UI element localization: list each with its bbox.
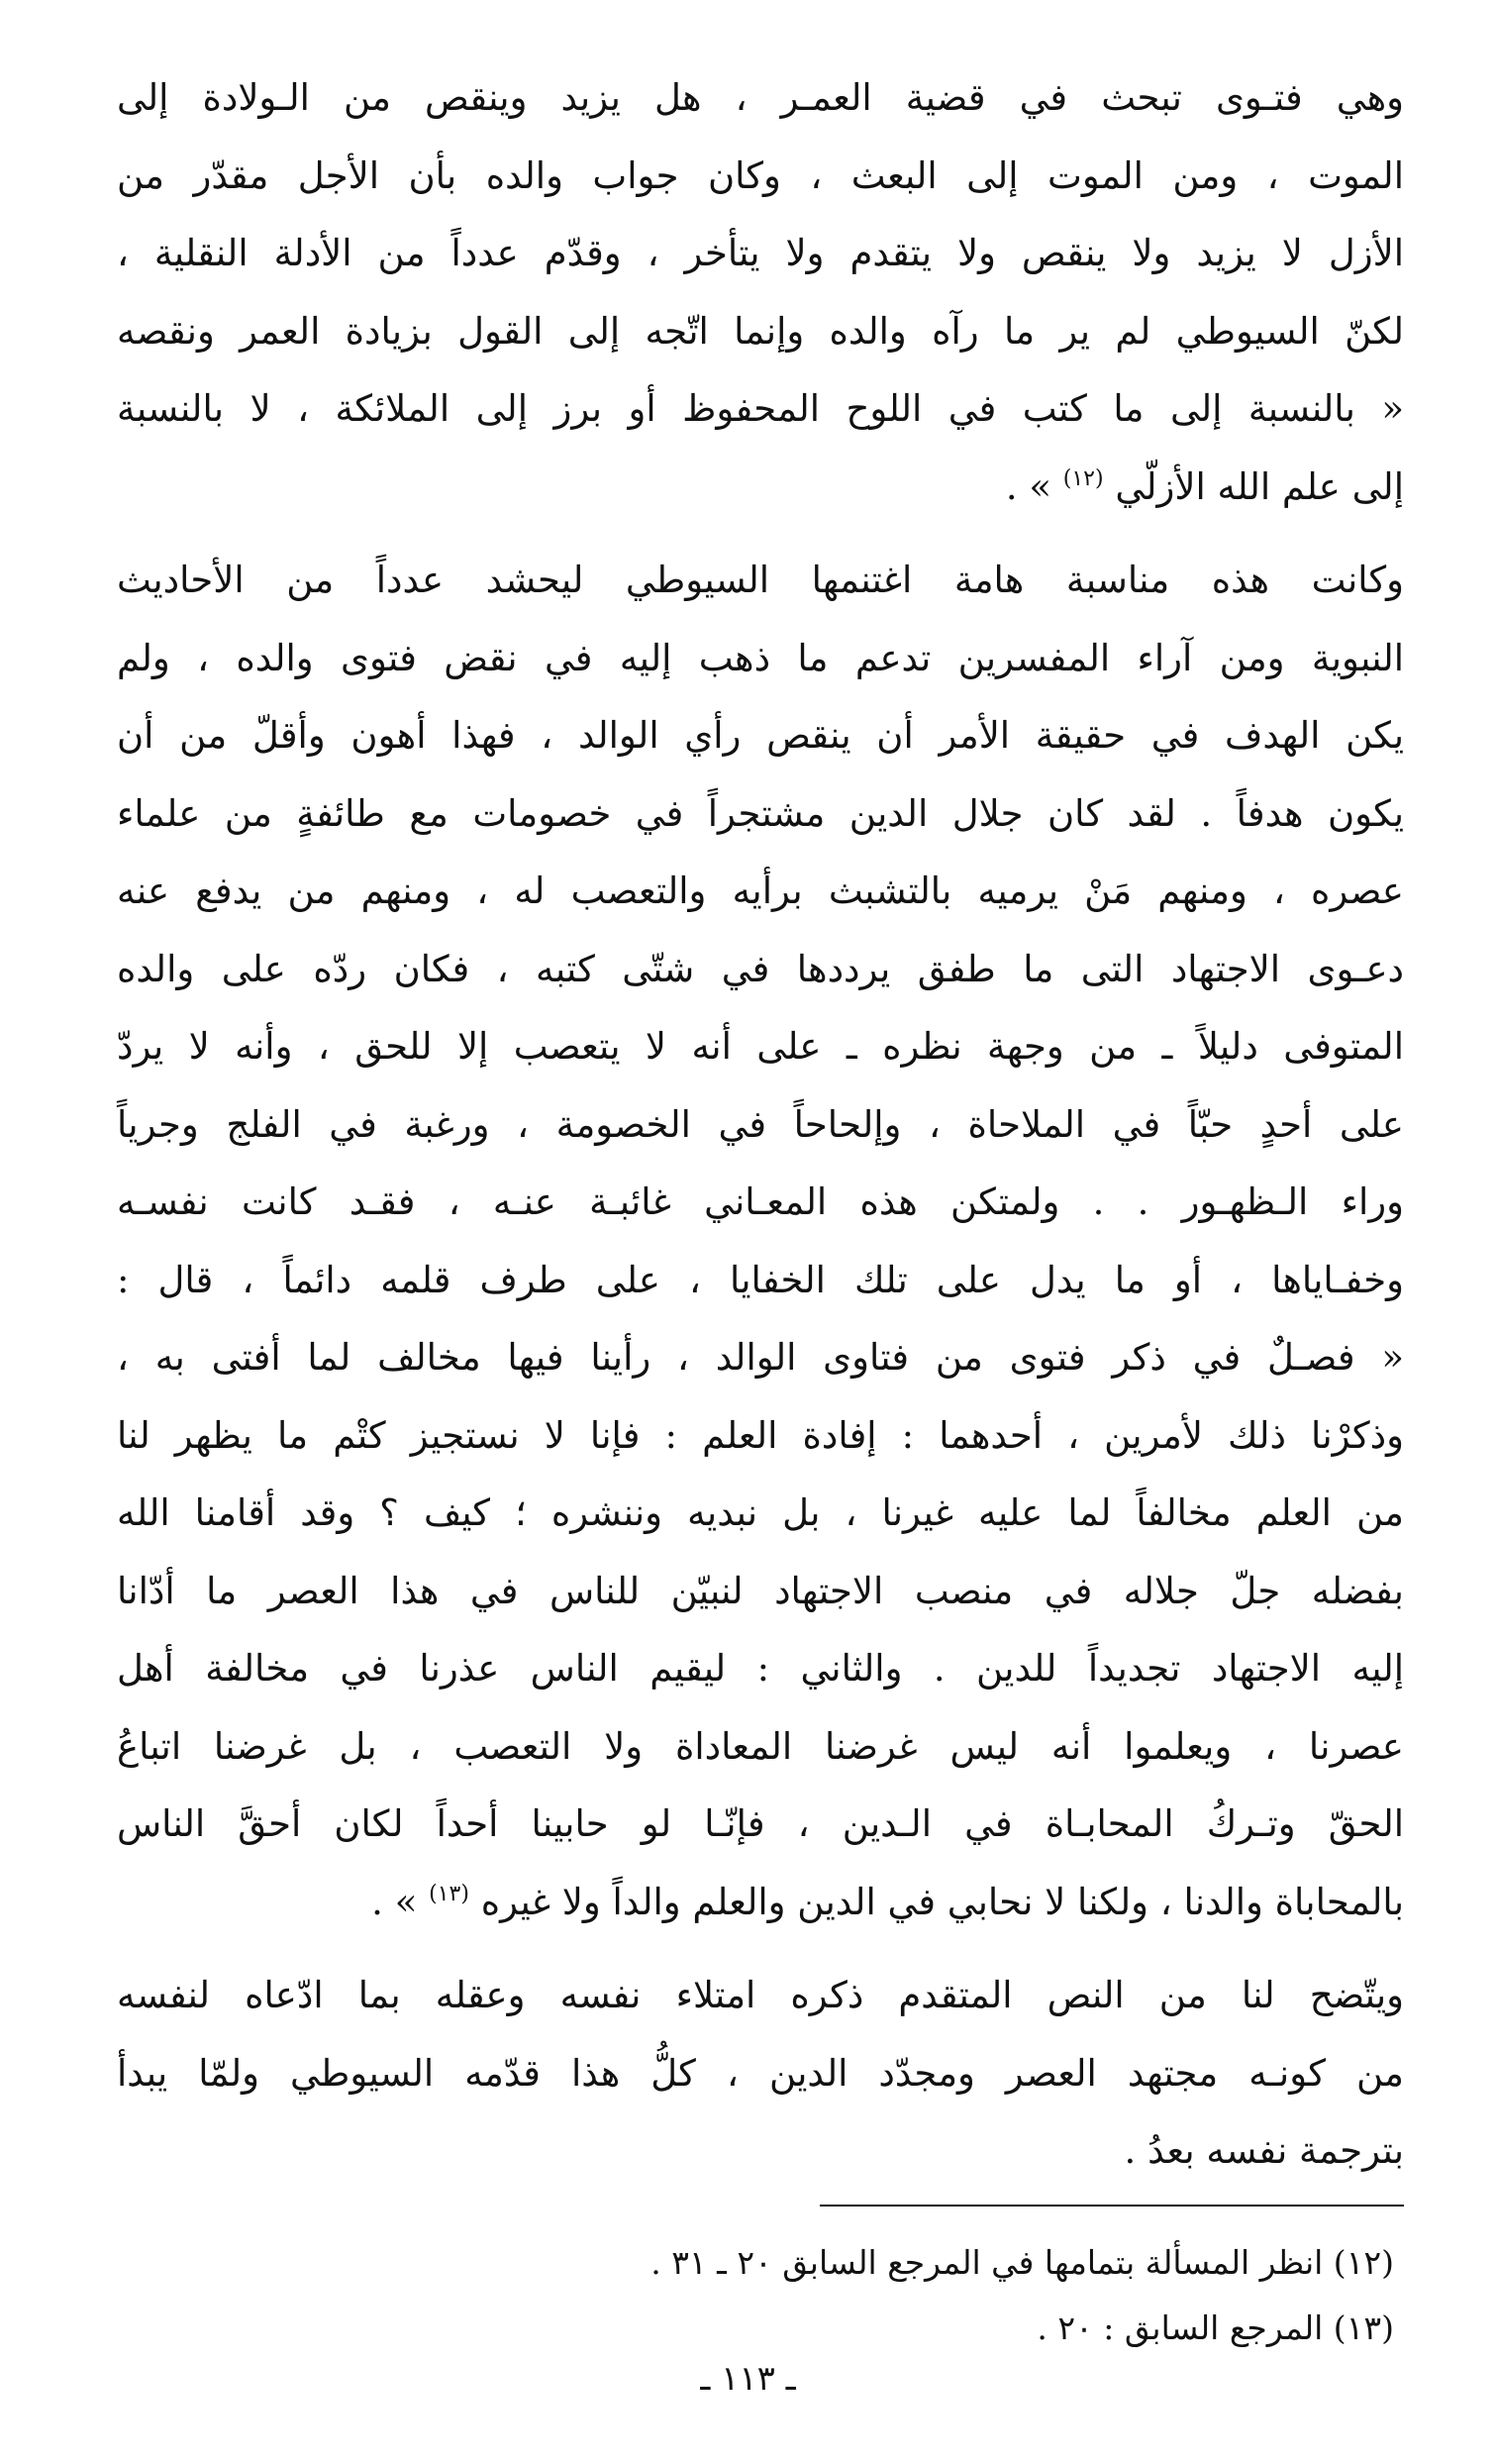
text-line-last: بترجمة نفسه بعدُ . — [1124, 2129, 1404, 2172]
text-line: الموت ، ومن الموت إلى البعث ، وكان جواب والده بأن الأجل مقدّر من — [117, 154, 1404, 197]
text-line-last — [117, 449, 1404, 527]
text-line: عصره ، ومنهم مَنْ يرميه بالتشبث برأيه والتعصب له ، ومنهم من يدفع عنه — [117, 870, 1404, 912]
closing-quote: » . — [1005, 464, 1063, 508]
text-line: وهي فتـوى تبحث في قضية العمـر ، هل يزيد وينقص من الـولادة إلى — [117, 76, 1404, 119]
line-text: إلى علم الله الأزلّي — [1115, 464, 1404, 508]
footnote-12: (١٢) انظر المسألة بتمامها في المرجع السابق ٢٠ ـ ٣١ . — [650, 2243, 1394, 2282]
page-number: ـ ١١٣ ـ — [700, 2359, 796, 2399]
text-line: إليه الاجتهاد تجديداً للدين . والثاني : ليقيم الناس عذرنا في مخالفة أهل — [117, 1647, 1404, 1690]
footnote-reference: (١٣) — [429, 1881, 469, 1906]
footnote-divider — [820, 2205, 1404, 2207]
footnote-13: (١٣) المرجع السابق : ٢٠ . — [1037, 2309, 1394, 2347]
text-line: من كونـه مجتهد العصر ومجدّد الدين ، كلُّ هذا قدّمه السيوطي ولمّا يبدأ — [117, 2051, 1404, 2095]
paragraph-3 — [117, 1957, 1404, 2191]
page-body — [117, 59, 1404, 2191]
line-text: بالمحاباة والدنا ، ولكنا لا نحابي في الدين والعلم والداً ولا غيره — [480, 1880, 1404, 1923]
text-line: الأزل لا يزيد ولا ينقص ولا يتقدم ولا يتأخر ، وقدّم عدداً من الأدلة النقلية ، — [117, 232, 1404, 274]
text-line: الحقّ وتـركُ المحابـاة في الـدين ، فإنّـا لو حابينا أحداً لكان أحقَّ الناس — [117, 1802, 1404, 1845]
footnote-reference: (١٢) — [1062, 465, 1104, 491]
text-line: على أحدٍ حبّاً في الملاحاة ، وإلحاحاً في الخصومة ، ورغبة في الفلج وجرياً — [117, 1102, 1404, 1146]
text-line: المتوفى دليلاً ـ من وجهة نظره ـ على أنه لا يتعصب إلا للحق ، وأنه لا يردّ — [117, 1025, 1404, 1068]
text-line: وراء الـظهـور . . ولمتكن هذه المعـاني غائبـة عنـه ، فقـد كانت نفسـه — [117, 1181, 1404, 1223]
closing-quote: » . — [371, 1880, 430, 1923]
text-line: ويتّضح لنا من النص المتقدم ذكره امتلاء نفسه وعقله بما ادّعاه لنفسه — [117, 1974, 1404, 2016]
text-line: « فصـلٌ في ذكر فتوى من فتاوى الوالد ، رأينا فيها مخالف لما أفتى به ، — [117, 1336, 1404, 1379]
text-line: دعـوى الاجتهاد التى ما طفق يرددها في شتّى كتبه ، فكان ردّه على والده — [117, 947, 1404, 990]
text-line: يكن الهدف في حقيقة الأمر أن ينقص رأي الوالد ، فهذا أهون وأقلّ من أن — [117, 714, 1404, 757]
text-line: وخفـاياها ، أو ما يدل على تلك الخفايا ، على طرف قلمه دائماً ، قال : — [117, 1258, 1404, 1301]
footnotes — [117, 2230, 1404, 2361]
text-line: يكون هدفاً . لقد كان جلال الدين مشتجراً في خصومات مع طائفةٍ من علماء — [117, 791, 1404, 835]
text-line: النبوية ومن آراء المفسرين تدعم ما ذهب إليه في نقض فتوى والده ، ولم — [117, 636, 1404, 679]
text-line: من العلم مخالفاً لما عليه غيرنا ، بل نبديه وننشره ؛ كيف ؟ وقد أقامنا الله — [117, 1491, 1404, 1534]
text-line: وكانت هذه مناسبة هامة اغتنمها السيوطي ليحشد عدداً من الأحاديث — [117, 559, 1404, 601]
text-line: وذكرْنا ذلك لأمرين ، أحدهما : إفادة العلم : فإنا لا نستجيز كتْم ما يظهر لنا — [117, 1413, 1404, 1457]
text-line: بفضله جلّ جلاله في منصب الاجتهاد لنبيّن للناس في هذا العصر ما أدّانا — [117, 1569, 1404, 1612]
paragraph-2 — [117, 542, 1404, 1941]
paragraph-1 — [117, 59, 1404, 526]
text-line: لكنّ السيوطي لم ير ما رآه والده وإنما اتّجه إلى القول بزيادة العمر ونقصه — [117, 309, 1404, 353]
text-line-last — [117, 1864, 1404, 1942]
text-line: عصرنا ، ويعلموا أنه ليس غرضنا المعاداة ولا التعصب ، بل غرضنا اتباعُ — [117, 1724, 1404, 1768]
text-line: « بالنسبة إلى ما كتب في اللوح المحفوظ أو برز إلى الملائكة ، لا بالنسبة — [117, 387, 1404, 430]
